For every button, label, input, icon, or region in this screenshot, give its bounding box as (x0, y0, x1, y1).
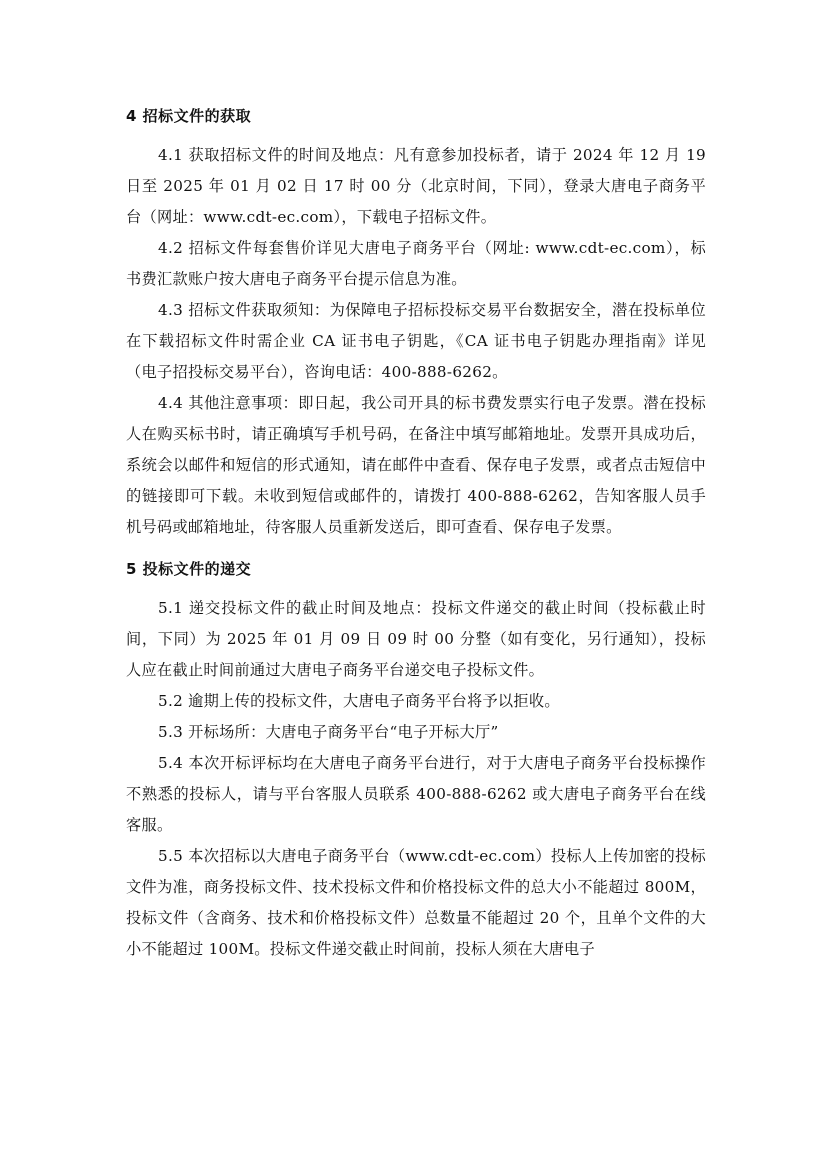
section-bid-document-acquisition (126, 104, 706, 543)
document-body (126, 104, 706, 965)
paragraph-4-4: 4.4 其他注意事项：即日起，我公司开具的标书费发票实行电子发票。潜在投标人在购买标书时，请正确填写手机号码，在备注中填写邮箱地址。发票开具成功后，系统会以邮件和短信的形式通知，请在邮件中查看、保存电子发票，或者点击短信中的链接即可下载。未收到短信或邮件的，请拨打 400-888-6262，告知客服人员手机号码或邮箱地址，待客服人员重新发送后，即可查看、保存电子发票。 (126, 394, 706, 536)
section-heading: 4 招标文件的获取 (126, 107, 252, 125)
paragraph-4-2: 4.2 招标文件每套售价详见大唐电子商务平台（网址: www.cdt-ec.com），标书费汇款账户按大唐电子商务平台提示信息为准。 (126, 239, 706, 288)
paragraph-4-1: 4.1 获取招标文件的时间及地点：凡有意参加投标者，请于 2024 年 12 月 19 日至 2025 年 01 月 02 日 17 时 00 分（北京时间，下同），登录大唐电子商务平台（网址：www.cdt-ec.com），下载电子招标文件。 (126, 146, 706, 226)
section-bid-submission (126, 557, 706, 965)
paragraph-5-4: 5.4 本次开标评标均在大唐电子商务平台进行，对于大唐电子商务平台投标操作不熟悉的投标人，请与平台客服人员联系 400-888-6262 或大唐电子商务平台在线客服。 (126, 754, 706, 834)
paragraph-5-5: 5.5 本次招标以大唐电子商务平台（www.cdt-ec.com）投标人上传加密的投标文件为准，商务投标文件、技术投标文件和价格投标文件的总大小不能超过 800M，投标文件（含商务、技术和价格投标文件）总数量不能超过 20 个，且单个文件的大小不能超过 100M。投标文件递交截止时间前，投标人须在大唐电子 (126, 847, 706, 958)
paragraph-5-3: 5.3 开标场所：大唐电子商务平台“电子开标大厅” (158, 723, 499, 741)
paragraph-4-3: 4.3 招标文件获取须知：为保障电子招标投标交易平台数据安全，潜在投标单位在下载招标文件时需企业 CA 证书电子钥匙，《CA 证书电子钥匙办理指南》详见（电子招投标交易平台），咨询电话：400-888-6262。 (126, 301, 706, 381)
section-heading: 5 投标文件的递交 (126, 560, 252, 578)
paragraph-5-2: 5.2 逾期上传的投标文件，大唐电子商务平台将予以拒收。 (158, 692, 560, 710)
paragraph-5-1: 5.1 递交投标文件的截止时间及地点：投标文件递交的截止时间（投标截止时间，下同）为 2025 年 01 月 09 日 09 时 00 分整（如有变化，另行通知），投标人应在截止时间前通过大唐电子商务平台递交电子投标文件。 (126, 599, 706, 679)
